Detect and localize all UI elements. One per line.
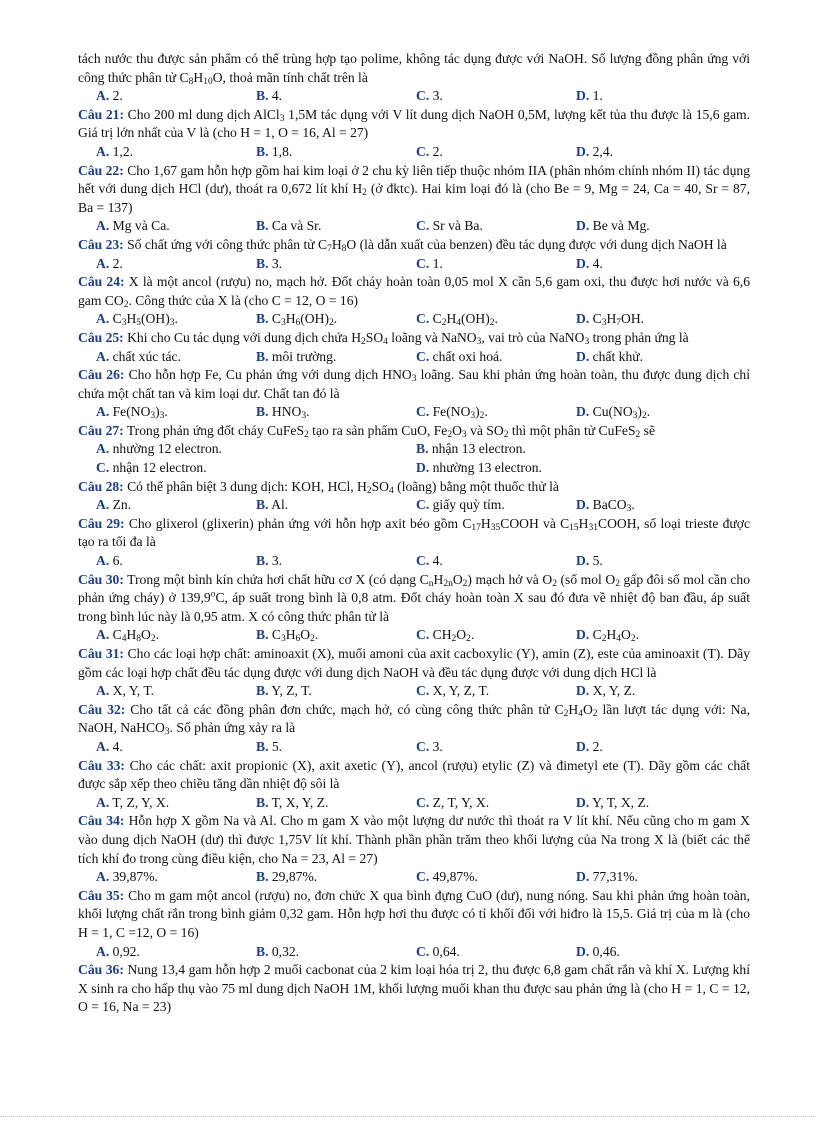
answer-option [256, 552, 416, 571]
option-text: 3. [432, 738, 443, 754]
option-text: 4. [432, 553, 443, 569]
question-block [78, 757, 750, 813]
option-letter: B. [256, 627, 269, 643]
answer-option [576, 552, 736, 571]
option-text: Mg và Ca. [112, 218, 170, 234]
option-letter: B. [256, 218, 269, 234]
option-b: B. 4. [256, 88, 283, 104]
option-letter: C. [416, 143, 430, 159]
option-text: Zn. [112, 497, 132, 513]
answer-options [78, 496, 750, 515]
answer-options [78, 682, 750, 701]
option-letter: D. [576, 943, 590, 959]
answer-option [416, 682, 576, 701]
question-number: Câu 26: [78, 367, 125, 383]
question-stem [78, 812, 750, 868]
option-text: 4. [112, 738, 123, 754]
question-text: Cho 200 ml dung dịch AlCl$_3$ 1,5M tác dụng với V lít dung dịch NaOH 0,5M, lượng kết tủa thu được là 15,6 gam. Giá trị lớn nhất của V là (cho H = 1, O = 16, Al = 27) [78, 106, 750, 141]
option-text: nhận 13 electron. [431, 441, 526, 457]
option-letter: D. [576, 404, 590, 420]
option-text: $CH_2O_2$. [432, 627, 475, 645]
option-text: 39,87%. [112, 869, 158, 885]
answer-option [576, 626, 736, 645]
option-letter: D. [576, 143, 590, 159]
question-block [78, 645, 750, 701]
question-block [78, 329, 750, 366]
option-letter: B. [256, 794, 269, 810]
question-stem [78, 757, 750, 794]
option-letter: C. [416, 404, 430, 420]
question-stem [78, 273, 750, 310]
question-block [78, 366, 750, 422]
answer-options [78, 738, 750, 757]
question-text: Cho m gam một ancol (rượu) no, đơn chức X qua bình đựng CuO (dư), nung nóng. Sau khi phản ứng hoàn toàn, khối lượng chất rắn trong bình giảm 0,32 gam. Hỗn hợp hơi thu được có tỉ khối đối với hiđro là 15,5. Giá trị của m là (cho H = 1, C =12, O = 16) [78, 887, 750, 940]
question-number: Câu 29: [78, 515, 125, 531]
option-text: 3. [271, 255, 283, 271]
answer-option [576, 496, 736, 515]
intro-stem: tách nước thu được sản phẩm có thể trùng hợp tạo polime, không tác dụng được với NaOH. Số lượng đồng phân ứng với công thức phân tử $C_8H_{10}O$, thoả mãn tính chất trên là [78, 51, 750, 87]
answer-option [96, 310, 256, 329]
option-letter: B. [256, 348, 269, 364]
option-letter: A. [96, 683, 110, 699]
answer-option [96, 682, 256, 701]
option-letter: C. [416, 794, 430, 810]
answer-option [256, 255, 416, 274]
option-text: 1. [432, 255, 443, 271]
option-letter: A. [96, 404, 110, 420]
option-text: Sr và Ba. [432, 218, 483, 234]
option-letter: D. [576, 311, 590, 327]
question-number: Câu 35: [78, 887, 125, 903]
answer-option [416, 943, 576, 962]
option-letter: A. [96, 794, 110, 810]
question-number: Câu 34: [78, 813, 125, 829]
question-block [78, 273, 750, 329]
answer-option [96, 143, 256, 162]
option-letter: D. [576, 218, 590, 234]
question-block [78, 422, 750, 478]
question-text: Nung 13,4 gam hỗn hợp 2 muối cacbonat của 2 kim loại hóa trị 2, thu được 6,8 gam chất rắn và khí X. Lượng khí X sinh ra cho hấp thụ vào 75 ml dung dịch NaOH 1M, khối lượng muối khan thu được sau phản ứng là (cho H = 1, C = 12, O = 16, Na = 23) [78, 962, 750, 1015]
answer-option [416, 348, 576, 367]
answer-options [78, 794, 750, 813]
question-stem [78, 701, 750, 738]
option-letter: D. [576, 497, 590, 513]
answer-options [78, 255, 750, 274]
answer-options [78, 143, 750, 162]
answer-option [576, 943, 736, 962]
answer-options [78, 348, 750, 367]
option-letter: B. [256, 404, 269, 420]
answer-option [416, 738, 576, 757]
answer-option [256, 868, 416, 887]
question-block [78, 162, 750, 236]
question-stem [78, 162, 750, 218]
option-text: 49,87%. [432, 869, 478, 885]
option-letter: A. [96, 143, 110, 159]
answer-option [416, 255, 576, 274]
question-stem [78, 961, 750, 1017]
answer-options [78, 440, 750, 477]
option-text: nhận 12 electron. [112, 460, 207, 476]
answer-option [576, 217, 736, 236]
option-letter: D. [576, 255, 590, 271]
answer-option [256, 794, 416, 813]
answer-option [96, 403, 256, 422]
option-text: X, Y, Z, T. [432, 683, 490, 699]
option-text: $C_4H_8O_2$. [112, 627, 160, 645]
option-letter: B. [256, 943, 269, 959]
answer-options [78, 310, 750, 329]
option-letter: D. [576, 794, 590, 810]
question-text: Cho 1,67 gam hỗn hợp gồm hai kim loại ở 2 chu kỳ liên tiếp thuộc nhóm IIA (phân nhóm chính nhóm II) tác dụng hết với dung dịch HCl (dư), thoát ra 0,672 lít khí $H_2$ (ở đktc). Hai kim loại đó là (cho Be = 9, Mg = 24, Ca = 40, Sr = 87, Ba = 137) [78, 162, 750, 215]
option-letter: D. [416, 460, 430, 476]
option-text: $C_3H_5(OH)_3$. [112, 311, 178, 329]
option-text: $Fe(NO_3)_2$. [432, 404, 488, 422]
answer-option [256, 403, 416, 422]
option-text: $C_3H_6O_2$. [271, 627, 319, 645]
question-text: Có thể phân biệt 3 dung dịch: KOH, HCl, $H_2SO_4$ (loãng) bằng một thuốc thử là [127, 478, 559, 496]
answer-option [256, 217, 416, 236]
option-text: Z, T, Y, X. [432, 794, 490, 810]
option-letter: C. [416, 497, 430, 513]
question-block [78, 961, 750, 1017]
answer-option [416, 626, 576, 645]
option-letter: B. [256, 497, 269, 513]
option-letter: D. [576, 738, 590, 754]
option-text: môi trường. [271, 348, 337, 364]
answer-option [576, 868, 736, 887]
question-block [78, 236, 750, 273]
question-block [78, 106, 750, 162]
option-text: Ca và Sr. [271, 218, 322, 234]
answer-option [416, 143, 576, 162]
question-block [78, 515, 750, 571]
option-a: A. 2. [96, 88, 123, 104]
option-letter: D. [576, 553, 590, 569]
option-letter: A. [96, 553, 110, 569]
option-text: 2. [432, 143, 443, 159]
answer-options [78, 943, 750, 962]
option-letter: B. [256, 255, 269, 271]
option-text: 1,2. [112, 143, 134, 159]
question-text: Cho glixerol (glixerin) phản ứng với hỗn hợp axit béo gồm $C_{17}H_{35}COOH$ và $C_{15}H_{31}COOH$, số loại trieste được tạo ra tối đa là [78, 515, 750, 550]
answer-options [78, 868, 750, 887]
option-text: X, Y, Z. [592, 683, 636, 699]
question-number: Câu 33: [78, 757, 125, 773]
option-text: 5. [271, 738, 283, 754]
option-letter: C. [96, 460, 110, 476]
option-text: Be và Mg. [592, 218, 650, 234]
question-number: Câu 36: [78, 962, 124, 978]
question-text: Khi cho Cu tác dụng với dung dịch chứa $H_2SO_4$ loãng và NaNO$_3$, vai trò của NaNO$_3$ trong phản ứng là [127, 329, 689, 347]
answer-option [96, 868, 256, 887]
question-text: Hỗn hợp X gồm Na và Al. Cho m gam X vào một lượng dư nước thì thoát ra V lít khí. Nếu cũng cho m gam X vào dung dịch NaOH (dư) thì được 1,75V lít khí. Thành phần phần trăm theo khối lượng của Na trong X là (biết các thể tích khí đo trong cùng điều kiện, cho Na = 23, Al = 27) [78, 813, 750, 866]
option-letter: A. [96, 311, 110, 327]
question-number: Câu 25: [78, 329, 124, 345]
page-footer-divider [0, 1116, 816, 1117]
option-text: $Cu(NO_3)_2$. [592, 404, 651, 422]
question-number: Câu 23: [78, 236, 124, 252]
option-text: chất khử. [592, 348, 644, 364]
answer-option [96, 943, 256, 962]
answer-option [256, 943, 416, 962]
option-letter: C. [416, 943, 430, 959]
option-letter: C. [416, 311, 430, 327]
option-letter: A. [96, 255, 110, 271]
option-letter: D. [576, 627, 590, 643]
answer-option [96, 255, 256, 274]
option-text: 3. [271, 553, 283, 569]
answer-option [416, 868, 576, 887]
option-text: 4. [592, 255, 603, 271]
option-letter: A. [96, 497, 110, 513]
option-text: Al. [271, 497, 289, 513]
answer-option [256, 496, 416, 515]
answer-option [576, 310, 736, 329]
answer-option [96, 217, 256, 236]
answer-option [96, 496, 256, 515]
option-text: 2,4. [592, 143, 614, 159]
option-letter: D. [576, 869, 590, 885]
option-text: 0,92. [112, 943, 140, 959]
option-text: 1,8. [271, 143, 293, 159]
answer-option [576, 143, 736, 162]
option-letter: C. [416, 553, 430, 569]
answer-option [576, 403, 736, 422]
option-text: 2. [592, 738, 603, 754]
question-number: Câu 30: [78, 571, 124, 587]
answer-option [96, 794, 256, 813]
answer-option [416, 459, 736, 478]
option-text: $C_2H_4O_2$. [592, 627, 640, 645]
answer-option [416, 552, 576, 571]
answer-option [256, 143, 416, 162]
option-letter: A. [96, 627, 110, 643]
option-letter: B. [256, 311, 269, 327]
option-text: 77,31%. [592, 869, 638, 885]
question-stem [78, 236, 750, 255]
question-text: Số chất ứng với công thức phân tử $C_7H_8O$ (là dẫn xuất của benzen) đều tác dụng được với dung dịch NaOH là [127, 236, 727, 254]
option-letter: B. [256, 553, 269, 569]
option-text: $Fe(NO_3)_3$. [112, 404, 168, 422]
option-letter: C. [416, 738, 430, 754]
answer-option [96, 626, 256, 645]
option-text: $C_3H_6(OH)_2$. [271, 311, 338, 329]
question-stem [78, 571, 750, 627]
answer-option [416, 403, 576, 422]
answer-option [416, 496, 576, 515]
question-block [78, 701, 750, 757]
answer-option [96, 552, 256, 571]
option-text: chất xúc tác. [112, 348, 181, 364]
option-d: D. 1. [576, 88, 603, 104]
question-block [78, 887, 750, 961]
question-text: Cho tất cả các đồng phân đơn chức, mạch hở, có cùng công thức phân tử $C_2H_4O_2$ lần lượt tác dụng với: Na, NaOH, NaHCO$_3$. Số phản ứng xảy ra là [78, 701, 750, 738]
question-number: Câu 24: [78, 274, 125, 290]
option-text: 29,87%. [271, 869, 318, 885]
option-letter: A. [96, 218, 110, 234]
answer-option [96, 459, 416, 478]
option-text: nhường 12 electron. [112, 441, 222, 457]
question-list [78, 106, 750, 1017]
question-number: Câu 28: [78, 478, 124, 494]
answer-option [256, 738, 416, 757]
question-stem [78, 478, 750, 497]
question-stem [78, 366, 750, 403]
question-stem [78, 887, 750, 943]
question-block [78, 478, 750, 515]
answer-options [78, 552, 750, 571]
option-letter: C. [416, 869, 430, 885]
question-stem [78, 645, 750, 682]
answer-option [256, 310, 416, 329]
option-letter: C. [416, 255, 430, 271]
answer-options [78, 217, 750, 236]
option-text: $C_2H_4(OH)_2$. [432, 311, 498, 329]
question-number: Câu 32: [78, 701, 126, 717]
option-letter: D. [576, 348, 590, 364]
option-letter: B. [256, 869, 269, 885]
answer-option [416, 440, 736, 459]
option-letter: C. [416, 348, 430, 364]
question-text: Cho các chất: axit propionic (X), axit axetic (Y), ancol (rượu) etylic (Z) và đimetyl ete (T). Dãy gồm các chất được sắp xếp theo chiều tăng dần nhiệt độ sôi là [78, 757, 750, 792]
question-stem [78, 329, 750, 348]
option-text: BaCO$_3$. [592, 497, 635, 515]
question-text: Trong phản ứng đốt cháy CuFeS$_2$ tạo ra sản phẩm CuO, $Fe_2O_3$ và $SO_2$ thì một phân tử CuFeS$_2$ sẽ [126, 422, 655, 440]
intro-options [78, 87, 750, 106]
answer-option [96, 440, 416, 459]
option-text: 5. [592, 553, 603, 569]
exam-page [78, 50, 750, 1017]
question-block [78, 571, 750, 645]
option-text: 0,64. [432, 943, 460, 959]
option-text: nhường 13 electron. [432, 460, 542, 476]
answer-option [576, 255, 736, 274]
option-letter: B. [256, 738, 269, 754]
answer-option [256, 626, 416, 645]
question-text: X là một ancol (rượu) no, mạch hở. Đốt cháy hoàn toàn 0,05 mol X cần 5,6 gam oxi, thu được hơi nước và 6,6 gam $CO_2$. Công thức của X là (cho C = 12, O = 16) [78, 274, 750, 310]
answer-option [416, 217, 576, 236]
option-text: $C_3H_7OH$. [592, 311, 645, 329]
option-letter: A. [96, 869, 110, 885]
option-letter: D. [576, 683, 590, 699]
option-letter: C. [416, 218, 430, 234]
option-c: C. 3. [416, 88, 443, 104]
answer-option [576, 738, 736, 757]
answer-option [96, 738, 256, 757]
option-text: X, Y, T. [112, 683, 155, 699]
question-stem [78, 106, 750, 143]
answer-options [78, 626, 750, 645]
answer-option [256, 348, 416, 367]
answer-option [416, 310, 576, 329]
option-text: chất oxi hoá. [432, 348, 503, 364]
question-text: Cho hỗn hợp Fe, Cu phản ứng với dung dịch $HNO_3$ loãng. Sau khi phản ứng hoàn toàn, thu được dung dịch chỉ chứa một chất tan và kim loại dư. Chất tan đó là [78, 367, 750, 401]
option-text: 0,46. [592, 943, 620, 959]
option-letter: C. [416, 627, 430, 643]
answer-options [78, 403, 750, 422]
answer-option [96, 348, 256, 367]
question-stem [78, 515, 750, 552]
question-text: Trong một bình kín chứa hơi chất hữu cơ X (có dạng $C_nH_{2n}O_2$) mạch hở và $O_2$ (số mol $O_2$ gấp đôi số mol cần cho phản ứng cháy) ở 139,9$^o$C, áp suất trong bình là 0,8 atm. Đốt cháy hoàn toàn X sau đó đưa về nhiệt độ ban đầu, áp suất trong bình lúc này là 0,95 atm. X có công thức phân tử là [78, 571, 750, 624]
question-stem [78, 422, 750, 441]
answer-option [576, 794, 736, 813]
option-text: T, Z, Y, X. [112, 794, 170, 810]
option-letter: C. [416, 683, 430, 699]
option-text: 2. [112, 255, 123, 271]
question-text: Cho các loại hợp chất: aminoaxit (X), muối amoni của axit cacboxylic (Y), amin (Z), este của aminoaxit (T). Dãy gồm các loại hợp chất đều tác dụng được với dung dịch NaOH và đều tác dụng được với dung dịch HCl là [78, 646, 750, 680]
answer-option [256, 682, 416, 701]
option-text: 0,32. [271, 943, 300, 959]
option-letter: A. [96, 348, 110, 364]
option-letter: A. [96, 943, 110, 959]
answer-option [576, 348, 736, 367]
option-text: $HNO_3$. [271, 404, 310, 422]
question-number: Câu 27: [78, 422, 124, 438]
option-letter: B. [416, 441, 429, 457]
option-letter: B. [256, 683, 269, 699]
question-number: Câu 31: [78, 646, 124, 661]
option-letter: A. [96, 441, 110, 457]
answer-option [416, 794, 576, 813]
option-letter: A. [96, 738, 110, 754]
option-text: Y, Z, T. [271, 683, 312, 699]
option-text: Y, T, X, Z. [592, 794, 650, 810]
question-block [78, 812, 750, 886]
question-number: Câu 22: [78, 162, 124, 178]
answer-option [576, 682, 736, 701]
option-letter: B. [256, 143, 269, 159]
option-text: giấy quỳ tím. [432, 497, 505, 513]
option-text: T, X, Y, Z. [271, 794, 329, 810]
question-number: Câu 21: [78, 106, 124, 122]
option-text: 6. [112, 553, 123, 569]
